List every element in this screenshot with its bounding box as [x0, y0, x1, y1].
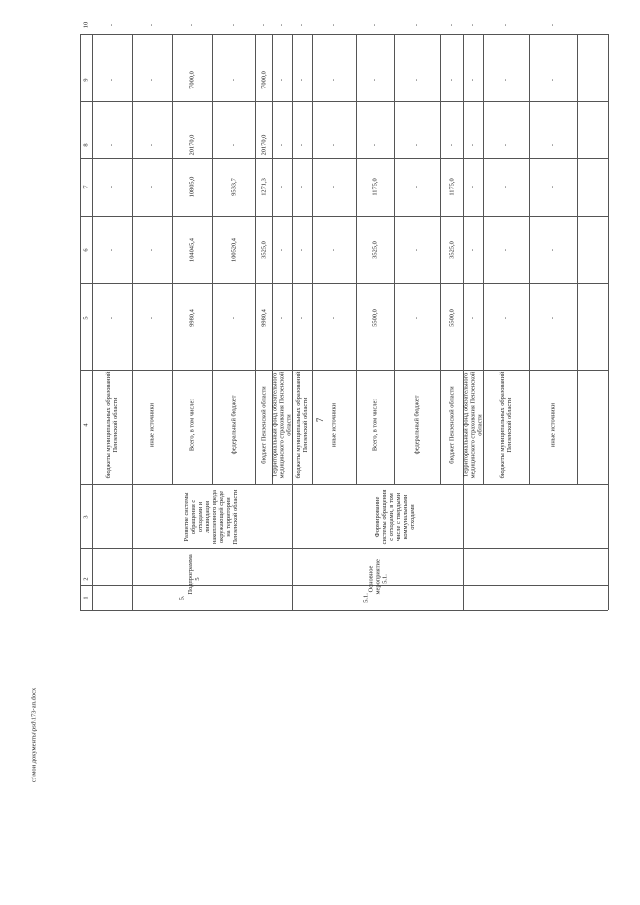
value-cell-text: 5500,0: [371, 309, 379, 327]
column-header-3-text: 3: [82, 515, 90, 519]
funding-source-text: бюджеты муниципальных образований Пензенской области: [104, 371, 119, 479]
row-separator: [356, 34, 357, 484]
header-row-separator: [80, 484, 81, 610]
row-separator: [440, 34, 441, 484]
value-cell-text: -: [413, 185, 421, 189]
value-cell-text: -: [148, 185, 156, 189]
row-separator: [212, 34, 213, 484]
row-separator: [394, 34, 395, 484]
value-cell-text: -: [108, 78, 116, 82]
value-cell-text: -: [549, 316, 557, 320]
value-cell-text: -: [469, 248, 477, 252]
page-number: 7: [315, 417, 325, 423]
table-border-bottom: [608, 34, 609, 610]
value-cell-text: -: [549, 78, 557, 82]
value-cell-text: -: [298, 143, 306, 147]
value-cell-text: -: [108, 185, 116, 189]
section-separator: [132, 484, 133, 610]
section-name-text: Основное мероприятие 5.1.: [367, 559, 389, 595]
column-header-1-text: 1: [82, 596, 90, 600]
value-cell-text: -: [502, 23, 510, 27]
column-header-2-text: 2: [82, 577, 90, 581]
value-cell-text: -: [447, 23, 455, 27]
funding-source-text: Территориальный фонд обязательного медицинского страхования Пензенской области: [462, 371, 484, 479]
value-cell-text: -: [148, 23, 156, 27]
file-path-footer: c:\мои документы\psd\173-ап.docx: [30, 687, 38, 783]
value-cell-text: -: [278, 78, 286, 82]
value-cell-text: -: [413, 316, 421, 320]
value-cell-text: 1175,0: [371, 178, 379, 196]
value-cell-text: -: [278, 185, 286, 189]
value-cell-text: -: [549, 185, 557, 189]
value-cell-text: -: [330, 248, 338, 252]
section-name-text: Подпрограмма 5: [186, 554, 201, 595]
value-cell-text: 20170,0: [188, 134, 196, 156]
value-cell-text: -: [502, 78, 510, 82]
value-cell-text: 1175,0: [447, 178, 455, 196]
section-title-text: Формирование системы обращения с отходами, в том числе с твердыми коммунальными отходами: [373, 489, 417, 545]
value-cell-text: -: [330, 316, 338, 320]
funding-source-text: Территориальный фонд обязательного медицинского страхования Пензенской области: [271, 371, 293, 479]
section-separator: [463, 484, 464, 610]
column-header-4-text: 4: [82, 423, 90, 427]
column-header-10-text: 10: [82, 21, 90, 29]
value-cell-text: -: [229, 143, 237, 147]
funding-source-text: Всего, в том числе:: [188, 398, 196, 452]
column-header-8-text: 8: [82, 143, 90, 147]
value-cell-text: -: [108, 248, 116, 252]
value-cell-text: -: [469, 78, 477, 82]
table-border-left: [80, 610, 608, 611]
value-cell-text: -: [371, 143, 379, 147]
value-cell-text: -: [502, 143, 510, 147]
row-separator: [312, 34, 313, 484]
value-cell-text: 100520,4: [229, 238, 237, 262]
value-cell-text: 5500,0: [447, 309, 455, 327]
value-cell-text: -: [108, 23, 116, 27]
row-separator: [92, 34, 93, 484]
value-cell-text: -: [330, 143, 338, 147]
section-title-text: Развитие системы обращения с отходами и ликвидация накопленного вреда окружающей среде на территории Пензенской области: [182, 489, 240, 545]
value-cell-text: -: [298, 185, 306, 189]
funding-source-text: бюджеты муниципальных образований Пензенской области: [294, 371, 309, 479]
value-cell-text: 9980,4: [259, 309, 267, 327]
value-cell-text: 10805,0: [188, 176, 196, 198]
value-cell-text: -: [148, 143, 156, 147]
value-cell-text: -: [447, 143, 455, 147]
row-separator: [577, 34, 578, 484]
value-cell-text: -: [298, 248, 306, 252]
value-cell-text: -: [229, 78, 237, 82]
value-cell-text: 3525,0: [371, 241, 379, 259]
value-cell-text: -: [469, 185, 477, 189]
column-separator-2: [80, 548, 608, 549]
value-cell-text: -: [188, 23, 196, 27]
value-cell-text: 7000,0: [259, 71, 267, 89]
funding-source-text: федеральный бюджет: [229, 395, 237, 455]
value-cell-text: -: [278, 143, 286, 147]
continuation-row-separator: [92, 484, 93, 610]
value-cell-text: -: [108, 316, 116, 320]
column-header-9-text: 9: [82, 78, 90, 82]
funding-source-text: иные источники: [549, 402, 557, 448]
funding-source-text: бюджеты муниципальных образований Пензенской области: [498, 371, 513, 479]
value-cell-text: -: [148, 248, 156, 252]
column-header-5-text: 5: [82, 316, 90, 320]
value-cell-text: -: [108, 143, 116, 147]
section-number-text: 5.1.: [362, 593, 370, 603]
value-cell-text: 3525,0: [259, 241, 267, 259]
section-separator: [292, 484, 293, 610]
value-cell-text: -: [148, 316, 156, 320]
value-cell-text: 9980,4: [188, 309, 196, 327]
row-separator: [172, 34, 173, 484]
value-cell-text: -: [298, 78, 306, 82]
row-separator: [255, 34, 256, 484]
value-cell-text: -: [502, 185, 510, 189]
value-cell-text: -: [549, 23, 557, 27]
value-cell-text: -: [502, 248, 510, 252]
value-cell-text: -: [502, 316, 510, 320]
value-cell-text: -: [330, 23, 338, 27]
row-separator: [529, 34, 530, 484]
value-cell-text: 9533,7: [229, 178, 237, 196]
value-cell-text: 7000,0: [188, 71, 196, 89]
funding-source-text: Всего, в том числе:: [371, 398, 379, 452]
value-cell-text: -: [413, 23, 421, 27]
funding-source-text: бюджет Пензенской области: [447, 386, 455, 464]
funding-source-text: федеральный бюджет: [413, 395, 421, 455]
value-cell-text: -: [469, 143, 477, 147]
value-cell-text: -: [278, 23, 286, 27]
row-separator: [132, 34, 133, 484]
value-cell-text: -: [371, 23, 379, 27]
value-cell-text: -: [298, 23, 306, 27]
value-cell-text: -: [413, 78, 421, 82]
value-cell-text: 104045,4: [188, 238, 196, 262]
column-header-7-text: 7: [82, 185, 90, 189]
value-cell-text: -: [469, 316, 477, 320]
value-cell-text: -: [278, 316, 286, 320]
value-cell-text: -: [413, 143, 421, 147]
value-cell-text: -: [549, 143, 557, 147]
value-cell-text: -: [229, 23, 237, 27]
value-cell-text: -: [330, 185, 338, 189]
value-cell-text: -: [469, 23, 477, 27]
value-cell-text: -: [148, 78, 156, 82]
value-cell-text: -: [278, 248, 286, 252]
value-cell-text: 3525,0: [447, 241, 455, 259]
value-cell-text: -: [259, 23, 267, 27]
value-cell-text: -: [229, 316, 237, 320]
column-header-6-text: 6: [82, 248, 90, 252]
value-cell-text: -: [549, 248, 557, 252]
value-cell-text: -: [298, 316, 306, 320]
value-cell-text: 20170,0: [259, 134, 267, 156]
row-separator: [80, 34, 81, 484]
value-cell-text: -: [447, 78, 455, 82]
section-number-text: 5.: [178, 595, 186, 601]
funding-source-text: иные источники: [148, 402, 156, 448]
value-cell-text: -: [371, 78, 379, 82]
value-cell-text: -: [413, 248, 421, 252]
funding-source-text: бюджет Пензенской области: [259, 386, 267, 464]
column-separator-3: [80, 484, 608, 485]
value-cell-text: 1271,3: [259, 178, 267, 196]
funding-source-text: иные источники: [330, 402, 338, 448]
value-cell-text: -: [330, 78, 338, 82]
column-separator-1: [80, 585, 608, 586]
